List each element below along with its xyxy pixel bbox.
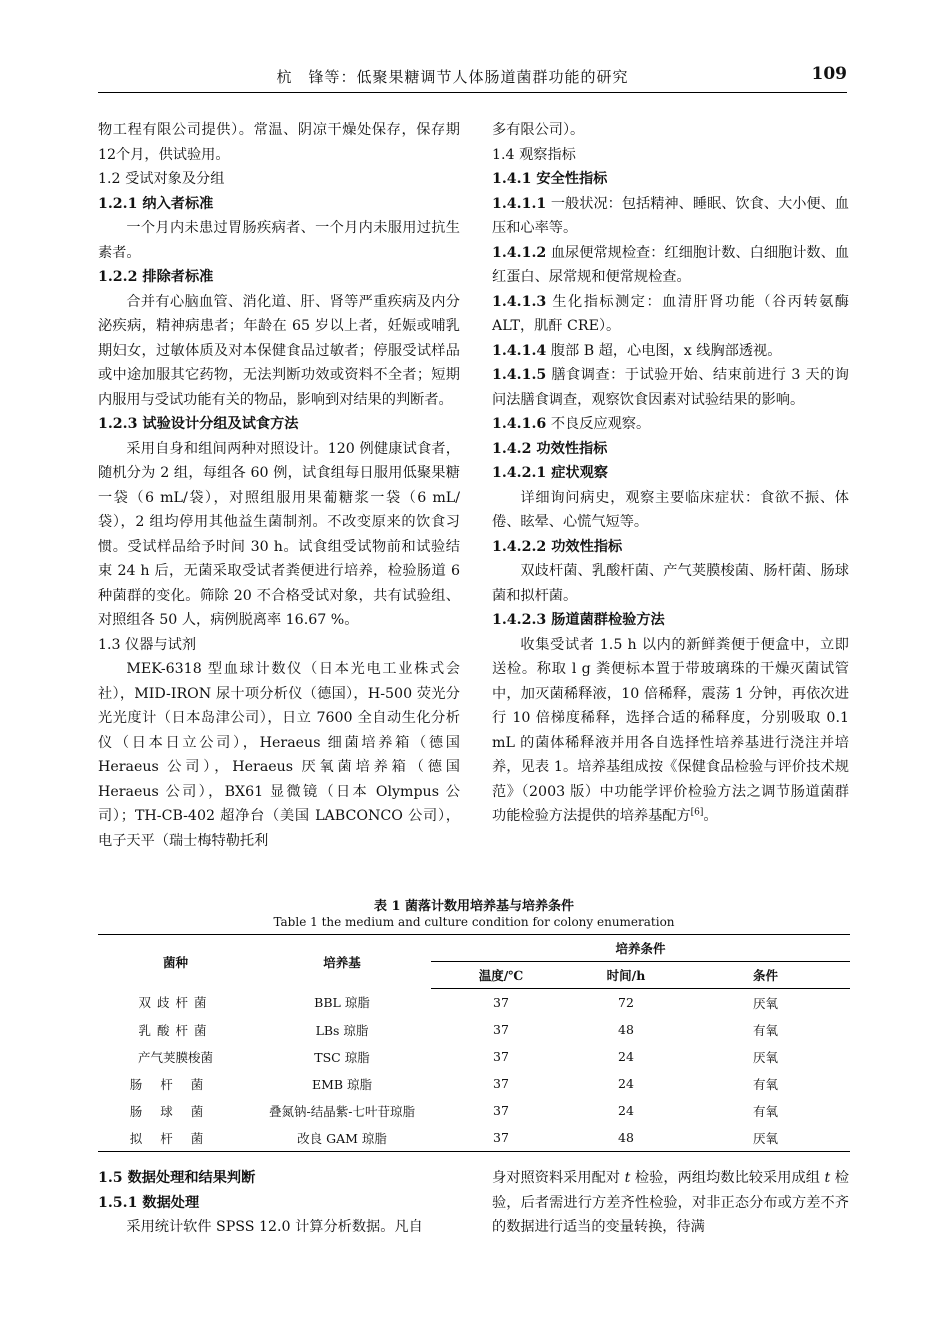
left-column-bottom [98,1166,460,1240]
col-header-time: 时间/h [571,962,681,989]
cell-time: 24 [618,1049,634,1064]
list-item [492,290,849,339]
subsection-heading: 1.2.2 排除者标准 [98,269,214,285]
text-run: 身对照资料采用配对 [492,1170,625,1186]
table-caption-en: Table 1 the medium and culture condition for colony enumeration [273,915,675,929]
cell-time: 72 [618,995,634,1010]
cell-cond: 厌氧 [752,995,778,1011]
cell-temp: 37 [493,995,509,1010]
subsection-heading: 1.4.2 功效性指标 [492,440,608,457]
list-item [492,241,849,290]
running-header [98,62,847,93]
item-number: 1.4.1.6 [492,416,547,432]
culture-table [98,934,850,1152]
paragraph [492,1166,849,1240]
cell-cond: 厌氧 [752,1049,778,1065]
subsection-heading: 1.4.1 安全性指标 [492,171,608,187]
section-heading: 1.4 观察指标 [492,146,576,163]
cell-cond: 有氧 [752,1076,778,1092]
table-row [98,1124,850,1152]
cell-temp: 37 [493,1049,509,1064]
item-text: 膳食调查：于试验开始、结束前进行 3 天的询问法膳食调查，观察饮食因素对试验结果的影响。 [492,367,849,408]
subsection-heading: 1.5.1 数据处理 [98,1194,200,1211]
cell-cond: 有氧 [752,1103,778,1119]
text-run: 检验，两组均数比较采用成组 [630,1170,825,1186]
paragraph [492,633,849,829]
col-header-conditions: 培养条件 [431,935,850,962]
table-row [98,989,850,1017]
right-column-bottom [492,1166,849,1240]
cell-time: 48 [618,1022,634,1037]
paragraph: 多有限公司）。 [492,122,585,138]
right-column [492,118,849,829]
item-number: 1.4.1.2 [492,244,547,261]
cell-medium: 叠氮钠-结晶紫-七叶苷琼脂 [269,1103,415,1119]
subsection-heading: 1.2.1 纳入者标准 [98,195,214,212]
cell-temp: 37 [493,1103,509,1118]
cell-medium: TSC 琼脂 [314,1049,370,1065]
cell-medium: EMB 琼脂 [311,1076,373,1092]
paragraph-end: 。 [703,808,718,824]
list-item [492,339,849,364]
list-item [492,192,849,241]
cell-temp: 37 [431,1124,571,1152]
item-text: 生化指标测定：血清肝肾功能（谷丙转氨酶 ALT，肌酐 CRE）。 [492,293,849,334]
page-number: 109 [811,64,847,84]
cell-species: 产气荚膜梭菌 [137,1049,213,1065]
paragraph: 合并有心脑血管、消化道、肝、肾等严重疾病及内分泌疾病，精神病患者；年龄在 65 岁以上者，妊娠或哺乳期妇女，过敏体质及对本保健食品过敏者；停服受试样品或中途加服其它药物，无法判断功效或资料不全者；短期内服用与受试功能有关的物品，影响到对结果的判断者。 [98,293,460,408]
col-header-species: 菌种 [98,935,253,989]
cell-temp: 37 [493,1076,509,1091]
item-number: 1.4.1.5 [492,367,547,383]
subsection-heading: 1.4.2.1 症状观察 [492,465,608,481]
subsection-heading: 1.4.2.2 功效性指标 [492,538,623,555]
section-heading: 1.5 数据处理和结果判断 [98,1170,256,1186]
col-header-medium: 培养基 [253,935,431,989]
item-text: 不良反应观察。 [550,416,651,432]
citation-ref[interactable]: [6] [690,807,704,818]
subsection-heading: 1.4.2.3 肠道菌群检验方法 [492,612,665,628]
item-number: 1.4.1.4 [492,342,547,359]
paragraph-text: 收集受试者 1.5 h 以内的新鲜粪便于便盒中，立即送检。称取 l g 粪便标本置于带玻璃珠的干燥灭菌试管中，加灭菌稀释液，10 倍稀释，震荡 1 分钟，再依次进行 10 倍梯度稀释，选择合适的稀释度，分别吸取 0.1 mL 的菌体稀释液并用各自选择性培养基进行浇注并培养，见表 1。培养基组成按《保健食品检验与评价技术规范》（2003 版）中功能学评价检验方法之调节肠道菌群功能检验方法提供的培养基配方 [492,636,849,824]
item-text: 血尿便常规检查：红细胞计数、白细胞计数、血红蛋白、尿常规和便常规检查。 [492,244,849,285]
running-title: 杭 锋等：低聚果糖调节人体肠道菌群功能的研究 [276,68,629,86]
section-heading: 1.2 受试对象及分组 [98,171,225,187]
italic-t: t [824,1170,831,1186]
col-header-temp: 温度/℃ [431,962,571,989]
cell-species: 肠杆菌 [129,1076,222,1092]
paragraph: 详细询问病史，观察主要临床症状：食欲不振、体倦、眩晕、心慌气短等。 [492,489,849,530]
italic-t: t [624,1170,631,1186]
cell-time: 24 [618,1103,634,1118]
item-number: 1.4.1.3 [492,293,547,310]
paragraph: MEK-6318 型血球计数仪（日本光电工业株式会社），MID-IRON 尿十项分析仪（德国），H-500 荧光分光光度计（日本岛津公司），日立 7600 全自动生化分析仪（日本日立公司），Heraeus 细菌培养箱（德国 Heraeus 公司），Heraeus 厌氧菌培养箱（德国 Heraeus 公司），BX61 显微镜（日本 Olympus 公司）；TH-CB-402 超净台（美国 LABCONCO 公司），电子天平（瑞士梅特勒托利 [98,661,460,849]
section-heading: 1.3 仪器与试剂 [98,636,197,653]
cell-medium: 改良 GAM 琼脂 [253,1124,431,1152]
list-item [492,363,849,412]
list-item [492,412,849,437]
text-run: 检验，后者需进行方差齐性检验，对非正态分布或方差不齐的数据进行适当的变量转换，待满 [492,1170,849,1235]
item-number: 1.4.1.1 [492,195,547,212]
item-text: 一般状况：包括精神、睡眠、饮食、大小便、血压和心率等。 [492,195,849,236]
cell-species: 乳酸杆菌 [138,1022,213,1038]
col-header-cond: 条件 [681,962,850,989]
table-caption-cn: 表 1 菌落计数用培养基与培养条件 [373,899,575,914]
left-column [98,118,460,853]
cell-species: 拟杆菌 [98,1124,253,1152]
table-row [98,1043,850,1070]
table-row [98,1097,850,1124]
cell-time: 24 [618,1076,634,1091]
subsection-heading: 1.2.3 试验设计分组及试食方法 [98,416,299,432]
item-text: 腹部 B 超，心电图，x 线胸部透视。 [550,342,782,359]
paragraph: 一个月内未患过胃肠疾病者、一个月内未服用过抗生素者。 [98,220,460,261]
cell-species: 肠球菌 [129,1103,222,1119]
cell-medium: LBs 琼脂 [315,1022,369,1038]
cell-temp: 37 [493,1022,509,1037]
paragraph: 物工程有限公司提供）。常温、阴凉干燥处保存，保存期12个月，供试验用。 [98,122,460,163]
cell-time: 48 [571,1124,681,1152]
table-row [98,1016,850,1043]
cell-medium: BBL 琼脂 [314,995,370,1011]
cell-species: 双歧杆菌 [138,995,213,1011]
cell-cond: 厌氧 [681,1124,850,1152]
cell-cond: 有氧 [752,1022,778,1038]
table-row [98,1070,850,1097]
paragraph: 采用自身和组间两种对照设计。120 例健康试食者，随机分为 2 组，每组各 60 例，试食组每日服用低聚果糖一袋（6 mL/袋），对照组服用果葡糖浆一袋（6 mL/袋），2 组均停用其他益生菌制剂。不改变原来的饮食习惯。受试样品给予时间 30 h。试食组受试物前和试验结束 24 h 后，无菌采取受试者粪便进行培养，检验肠道 6 种菌群的变化。筛除 20 不合格受试对象，共有试验组、对照组各 50 人，病例脱离率 16.67 %。 [98,440,460,628]
paragraph: 双歧杆菌、乳酸杆菌、产气荚膜梭菌、肠杆菌、肠球菌和拟杆菌。 [492,563,849,604]
paragraph: 采用统计软件 SPSS 12.0 计算分析数据。凡自 [126,1219,423,1235]
